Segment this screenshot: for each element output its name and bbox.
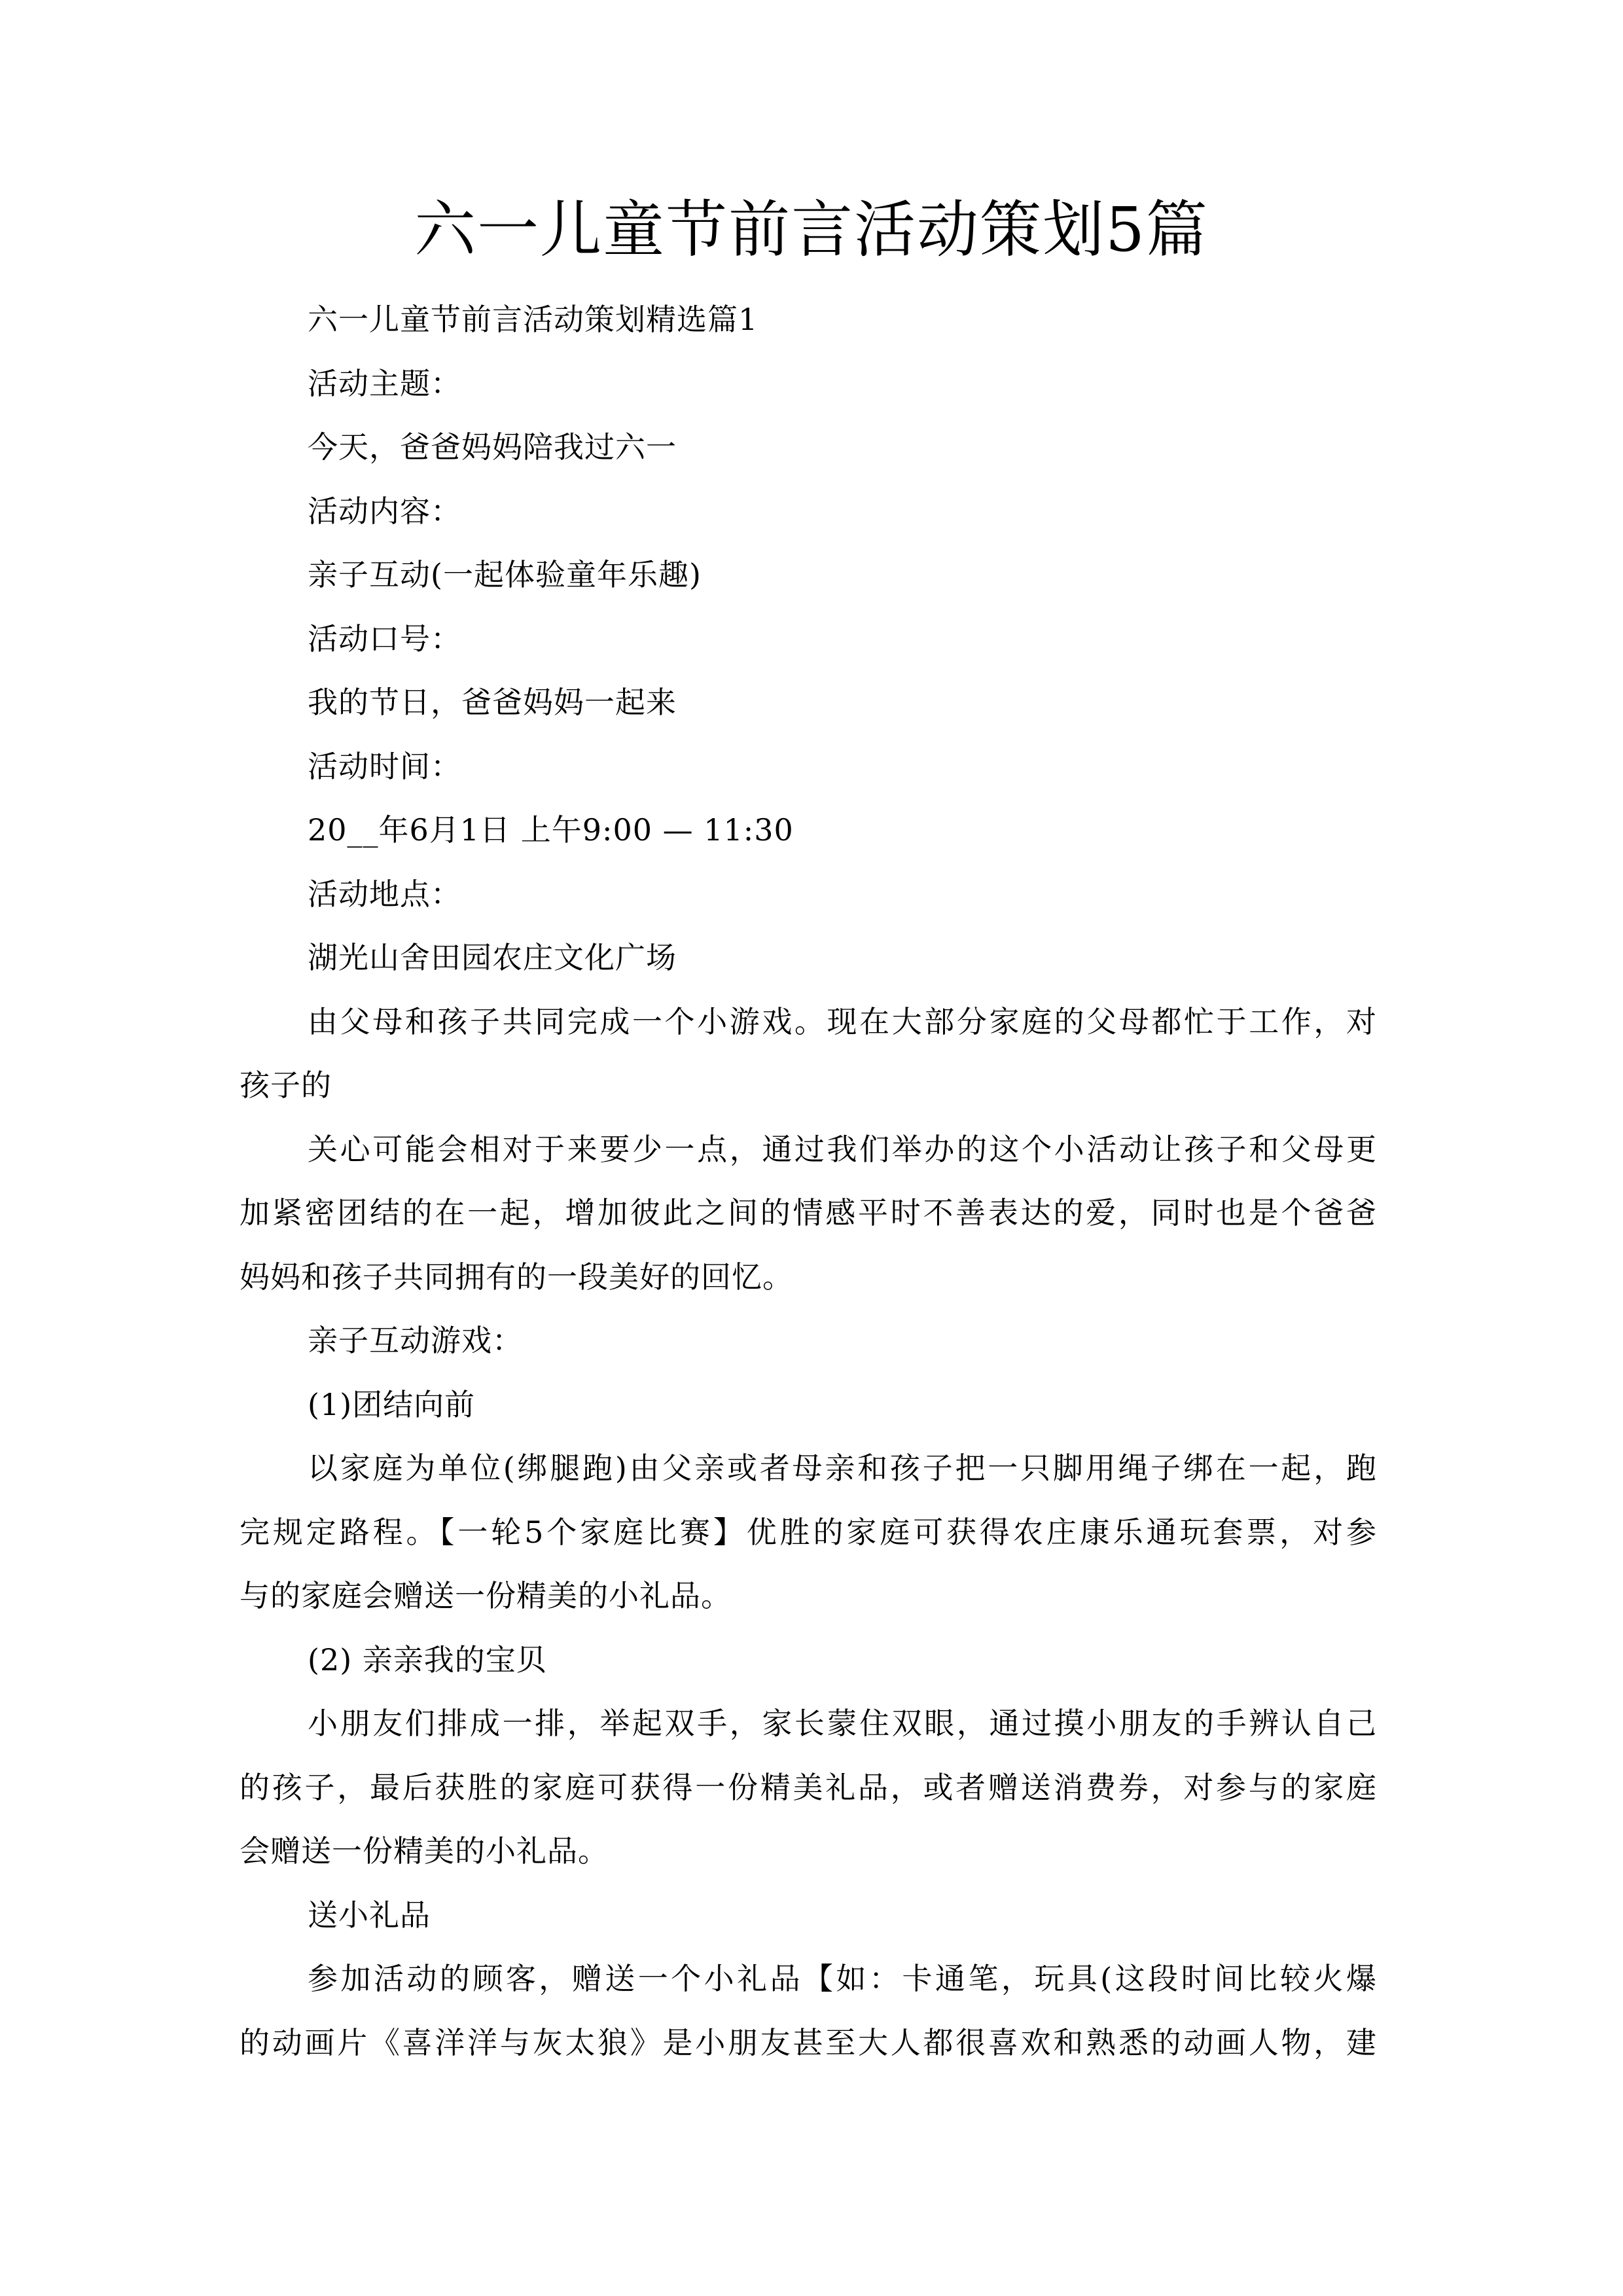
value-location: 湖光山舍田园农庄文化广场: [308, 940, 677, 975]
paragraph-line: 由父母和孩子共同完成一个小游戏。现在大部分家庭的父母都忙于工作，对: [308, 1003, 1377, 1039]
paragraph-line: 孩子的: [240, 1067, 332, 1103]
label-gifts: 送小礼品: [308, 1897, 431, 1933]
paragraph-line: 妈妈和孩子共同拥有的一段美好的回忆。: [240, 1259, 793, 1295]
value-content: 亲子互动(一起体验童年乐趣): [308, 557, 702, 592]
paragraph-line: 加紧密团结的在一起，增加彼此之间的情感平时不善表达的爱，同时也是个爸爸: [240, 1195, 1377, 1230]
paragraph-line: 完规定路程。【一轮5个家庭比赛】优胜的家庭可获得农庄康乐通玩套票，对参: [240, 1514, 1377, 1550]
paragraph-line: 的动画片《喜洋洋与灰太狼》是小朋友甚至大人都很喜欢和熟悉的动画人物，建: [240, 2024, 1377, 2060]
paragraph-line: 的孩子，最后获胜的家庭可获得一份精美礼品，或者赠送消费券，对参与的家庭: [240, 1769, 1377, 1805]
paragraph-line: 与的家庭会赠送一份精美的小礼品。: [240, 1578, 732, 1613]
paragraph-line: 会赠送一份精美的小礼品。: [240, 1833, 609, 1869]
label-theme: 活动主题：: [308, 365, 461, 401]
value-theme: 今天，爸爸妈妈陪我过六一: [308, 429, 677, 465]
paragraph-line: 小朋友们排成一排，举起双手，家长蒙住双眼，通过摸小朋友的手辨认自己: [308, 1706, 1377, 1741]
game-2-title: (2) 亲亲我的宝贝: [308, 1641, 547, 1677]
paragraph-line: 关心可能会相对于来要少一点，通过我们举办的这个小活动让孩子和父母更: [308, 1131, 1377, 1167]
paragraph-line: 参加活动的顾客，赠送一个小礼品【如：卡通笔，玩具(这段时间比较火爆: [308, 1961, 1377, 1996]
label-content: 活动内容：: [308, 493, 461, 529]
label-slogan: 活动口号：: [308, 620, 461, 656]
label-time: 活动时间：: [308, 748, 461, 784]
document-title: 六一儿童节前言活动策划5篇: [414, 194, 1209, 266]
value-slogan: 我的节日，爸爸妈妈一起来: [308, 685, 677, 720]
value-time: 20__年6月1日 上午9:00 — 11:30: [308, 812, 794, 848]
label-location: 活动地点：: [308, 876, 461, 912]
document-body: [240, 288, 1377, 2075]
paragraph-line: 以家庭为单位(绑腿跑)由父亲或者母亲和孩子把一只脚用绳子绑在一起，跑: [308, 1450, 1377, 1486]
game-1-title: (1)团结向前: [308, 1386, 476, 1422]
section-heading: 六一儿童节前言活动策划精选篇1: [308, 302, 758, 337]
label-games: 亲子互动游戏：: [308, 1323, 523, 1358]
